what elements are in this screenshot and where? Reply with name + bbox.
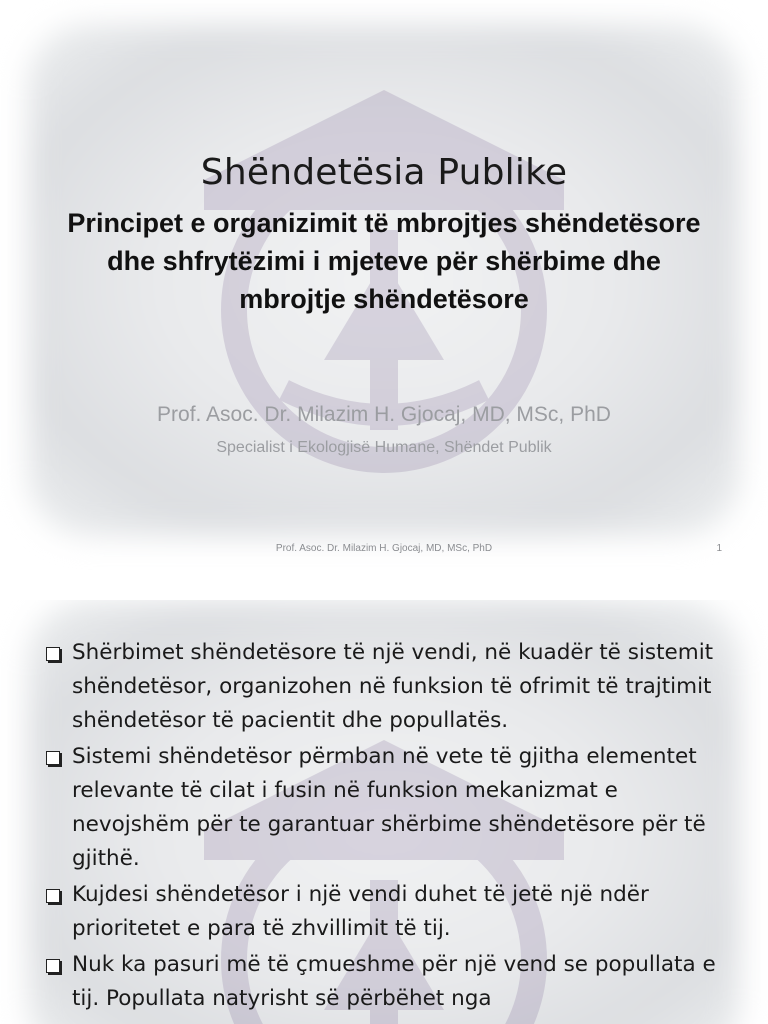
checkbox-bullet-icon <box>46 889 60 903</box>
list-item <box>46 948 732 1016</box>
bullet-text: Sistemi shëndetësor përmban në vete të gjitha elementet relevante të cilat i fusin në funksion mekanizmat e nevojshëm për te garantuar shërbime shëndetësore për të gjithë. <box>72 744 706 871</box>
checkbox-bullet-icon <box>46 751 60 765</box>
list-item <box>46 878 732 946</box>
checkbox-bullet-icon <box>46 647 60 661</box>
checkbox-bullet-icon <box>46 959 60 973</box>
slide-footer: Prof. Asoc. Dr. Milazim H. Gjocaj, MD, MSc, PhD <box>275 543 493 554</box>
page-number: 1 <box>716 543 722 554</box>
author-affiliation: Specialist i Ekologjisë Humane, Shëndet Publik <box>216 439 552 456</box>
bullet-text: Kujdesi shëndetësor i një vendi duhet të jetë një ndër prioritetet e para të zhvillimit të tij. <box>72 882 649 941</box>
list-item <box>46 740 732 876</box>
bullet-list <box>46 636 732 1018</box>
bullet-text: Shërbimet shëndetësore të një vendi, në kuadër të sistemit shëndetësor, organizohen në funksion të ofrimit të trajtimit shëndetësor të pacientit dhe popullatës. <box>72 640 714 733</box>
list-item <box>46 636 732 738</box>
author-name: Prof. Asoc. Dr. Milazim H. Gjocaj, MD, MSc, PhD <box>157 403 611 426</box>
slide-subtitle: Principet e organizimit të mbrojtjes shëndetësore dhe shfrytëzimi i mjeteve për shërbime dhe mbrojtje shëndetësore <box>67 208 701 314</box>
bullet-text: Nuk ka pasuri më të çmueshme për një vend se popullata e tij. Popullata natyrisht së përbëhet nga <box>72 952 716 1011</box>
slide-title: Shëndetësia Publike <box>200 152 568 193</box>
slide-2 <box>0 600 768 1024</box>
